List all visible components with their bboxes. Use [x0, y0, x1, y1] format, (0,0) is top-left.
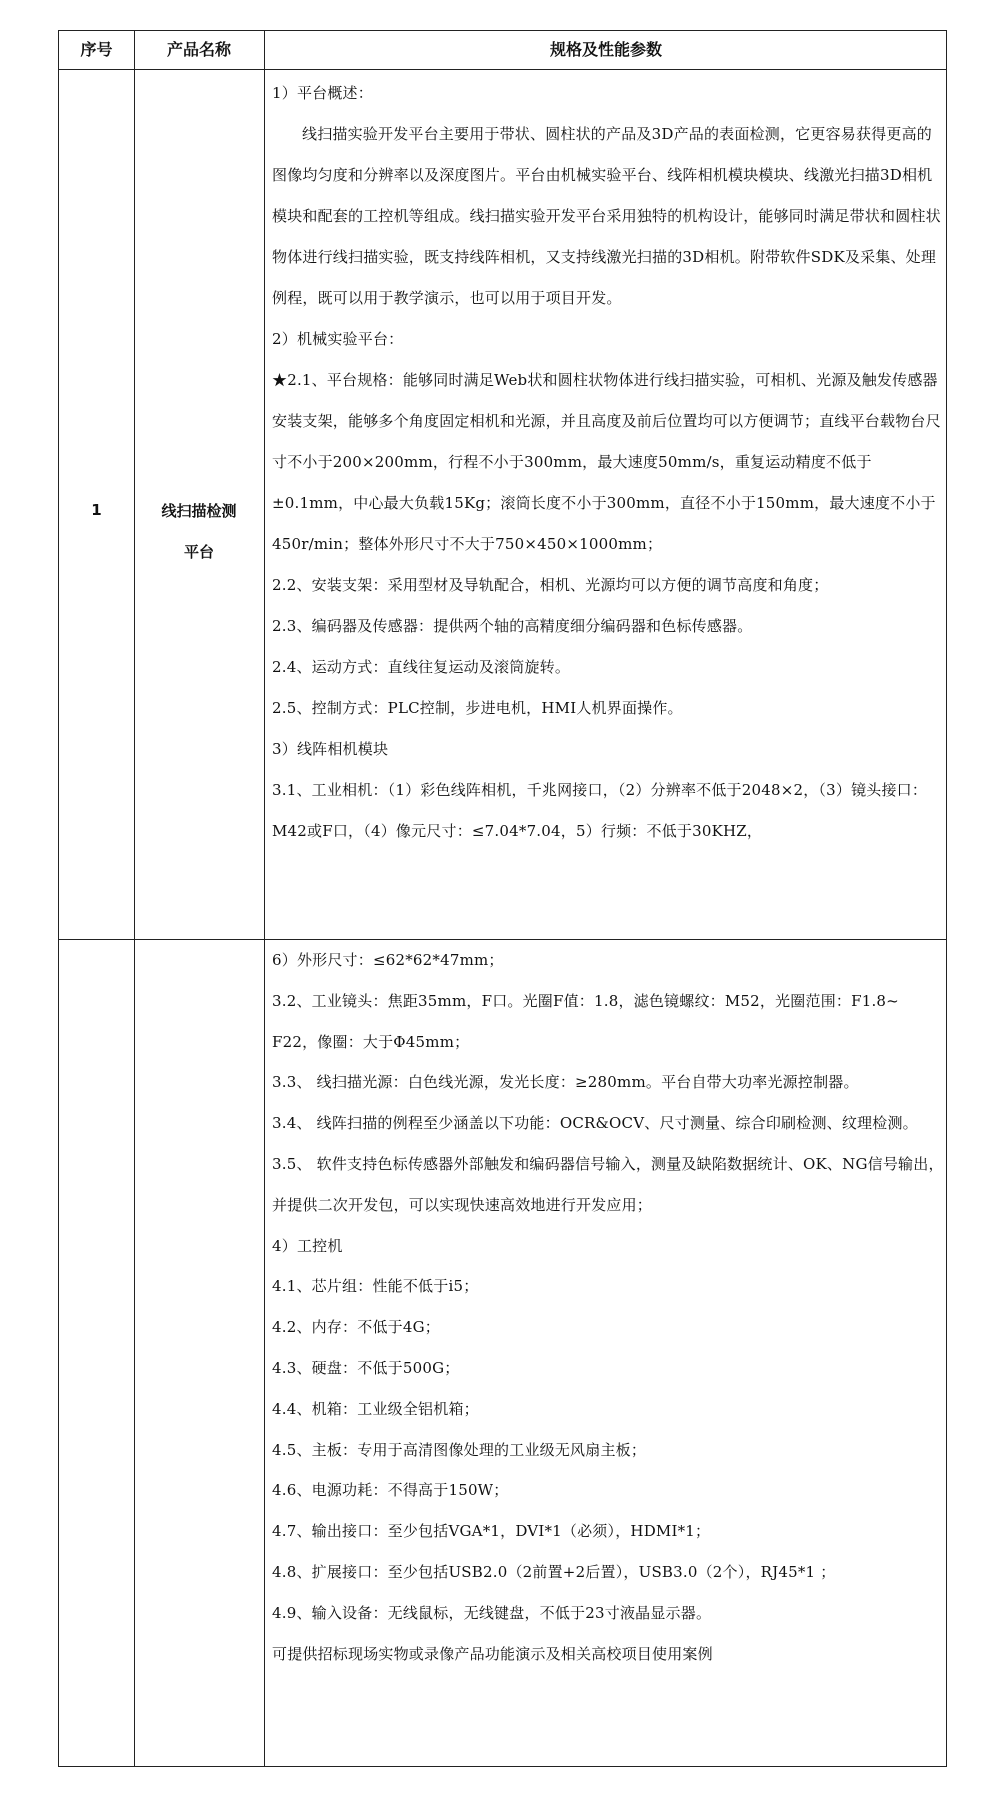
column-divider	[264, 940, 265, 1766]
spec-paragraph: 4.7、输出接口：至少包括VGA*1，DVI*1（必须），HDMI*1；	[272, 1522, 711, 1541]
spec-paragraph: ★2.1、平台规格：能够同时满足Web状和圆柱状物体进行线扫描实验，可相机、光源及触发传感器安装支架，能够多个角度固定相机和光源，并且高度及前后位置均可以方便调节；直线平台载物台尺寸不小于200×200mm，行程不小于300mm，最大速度50mm/s，重复运动精度不低于±0.1mm，中心最大负载15Kg；滚筒长度不小于300mm，直径不小于150mm，最大速度不小于450r/min；整体外形尺寸不大于750×450×1000mm；	[272, 371, 941, 553]
spec-paragraph: 2.2、安装支架：采用型材及导轨配合，相机、光源均可以方便的调节高度和角度；	[272, 576, 829, 594]
spec-paragraph: 线扫描实验开发平台主要用于带状、圆柱状的产品及3D产品的表面检测，它更容易获得更高的图像均匀度和分辨率以及深度图片。平台由机械实验平台、线阵相机模块模块、线激光扫描3D相机模块和配套的工控机等组成。线扫描实验开发平台采用独特的机构设计，能够同时满足带状和圆柱状物体进行线扫描实验，既支持线阵相机，又支持线激光扫描的3D相机。附带软件SDK及采集、处理例程，既可以用于教学演示，也可以用于项目开发。	[272, 125, 941, 307]
spec-paragraph: 3.1、工业相机：（1）彩色线阵相机，千兆网接口，（2）分辨率不低于2048×2，（3）镜头接口：M42或F口，（4）像元尺寸：≤7.04*7.04，5）行频：不低于30KHZ，	[272, 781, 928, 840]
spec-paragraph: 3）线阵相机模块	[272, 740, 389, 758]
spec-paragraph: 3.3、 线扫描光源：白色线光源，发光长度：≥280mm。平台自带大功率光源控制器。	[272, 1073, 859, 1092]
spec-paragraph: 4.3、硬盘：不低于500G；	[272, 1358, 460, 1377]
spec-paragraph: 2.5、控制方式：PLC控制，步进电机，HMI人机界面操作。	[272, 699, 683, 717]
header-specifications: 规格及性能参数	[549, 40, 662, 59]
spec-table-part-1	[58, 30, 947, 940]
spec-table-part-2	[58, 940, 947, 1767]
spec-paragraph: 3.4、 线阵扫描的例程至少涵盖以下功能：OCR&OCV、尺寸测量、综合印刷检测、纹理检测。	[272, 1114, 918, 1133]
spec-paragraph: 4.8、扩展接口：至少包括USB2.0（2前置+2后置），USB3.0（2个），RJ45*1 ；	[272, 1562, 836, 1581]
product-name-line-2: 平台	[183, 543, 214, 561]
header-divider	[59, 69, 946, 70]
spec-text-block-2	[272, 940, 944, 1674]
spec-paragraph: 6）外形尺寸：≤62*62*47mm；	[272, 951, 504, 969]
spec-paragraph: 可提供招标现场实物或录像产品功能演示及相关高校项目使用案例	[272, 1644, 713, 1663]
row-serial-number: 1	[91, 501, 102, 519]
spec-paragraph: 2.3、编码器及传感器：提供两个轴的高精度细分编码器和色标传感器。	[272, 617, 753, 635]
spec-paragraph: 4.1、芯片组：性能不低于i5；	[272, 1277, 479, 1296]
spec-paragraph: 1）平台概述：	[272, 84, 373, 102]
column-divider	[264, 31, 265, 939]
spec-paragraph: 4.9、输入设备：无线鼠标，无线键盘，不低于23寸液晶显示器。	[272, 1603, 712, 1622]
spec-paragraph: 4）工控机	[272, 1236, 343, 1255]
spec-text-block-1	[272, 73, 944, 852]
spec-paragraph: 3.2、工业镜头：焦距35mm，F口。光圈F值：1.8，滤色镜螺纹：M52，光圈范围：F1.8~ F22，像圈：大于Φ45mm；	[272, 991, 899, 1051]
column-divider	[134, 940, 135, 1766]
column-divider	[134, 31, 135, 939]
spec-paragraph: 4.4、机箱：工业级全铝机箱；	[272, 1399, 479, 1418]
spec-paragraph: 2）机械实验平台：	[272, 330, 404, 348]
spec-paragraph: 3.5、 软件支持色标传感器外部触发和编码器信号输入，测量及缺陷数据统计、OK、NG信号输出，并提供二次开发包，可以实现快速高效地进行开发应用；	[272, 1154, 944, 1214]
header-product-name: 产品名称	[166, 40, 231, 59]
row-product-name	[134, 491, 264, 573]
header-serial-number: 序号	[80, 40, 113, 59]
spec-paragraph: 4.6、电源功耗：不得高于150W；	[272, 1481, 509, 1500]
spec-paragraph: 4.2、内存：不低于4G；	[272, 1318, 440, 1337]
spec-paragraph: 4.5、主板：专用于高清图像处理的工业级无风扇主板；	[272, 1440, 647, 1459]
product-name-line-1: 线扫描检测	[161, 502, 237, 520]
spec-paragraph: 2.4、运动方式：直线往复运动及滚筒旋转。	[272, 658, 571, 676]
